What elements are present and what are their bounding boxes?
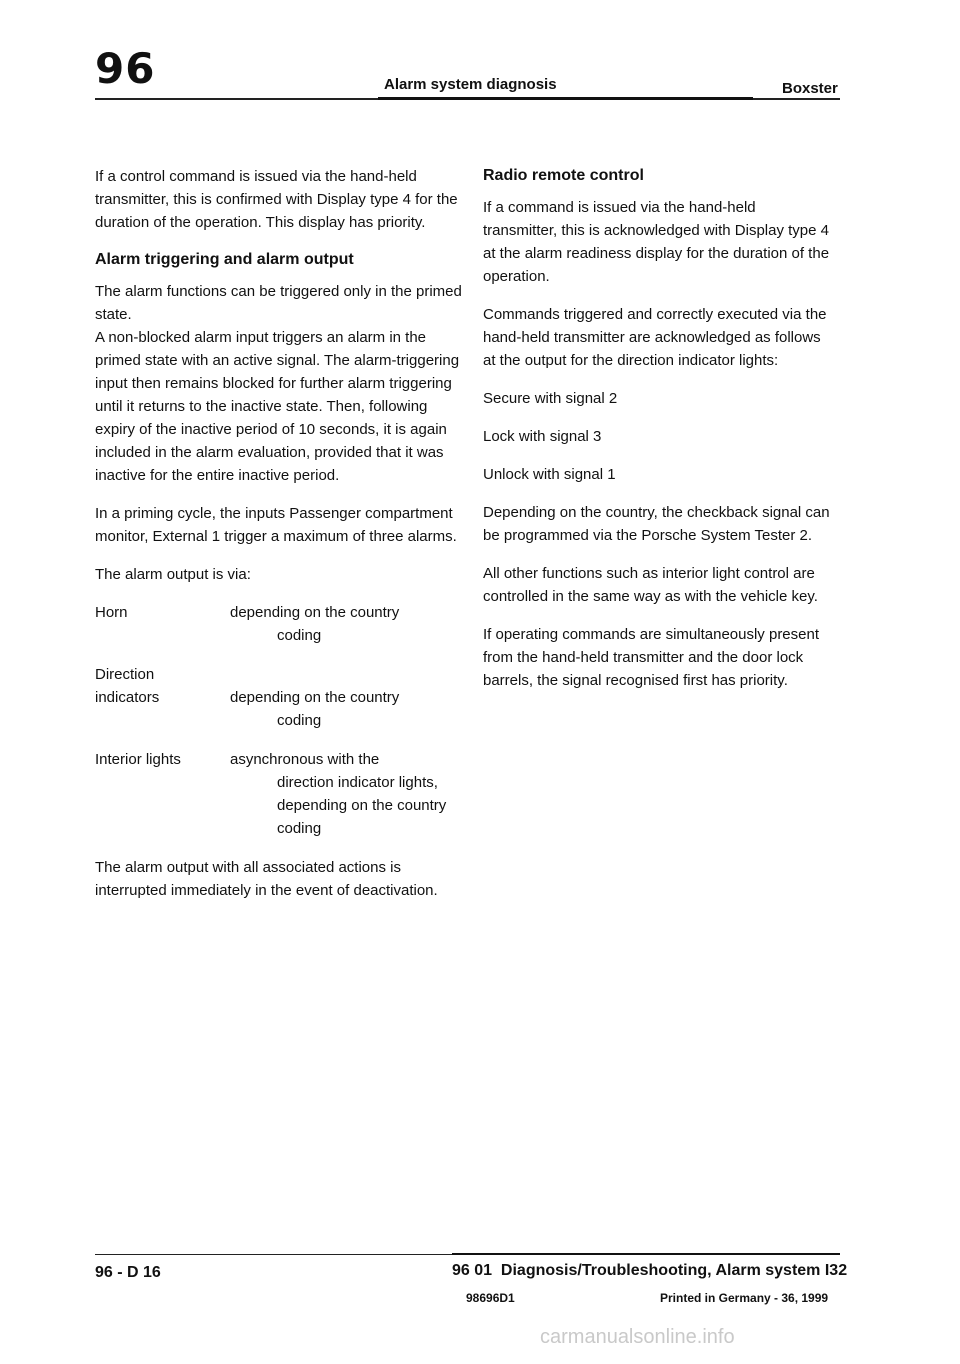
page-reference: 96 - D 16: [95, 1264, 161, 1281]
triggering-text-1: The alarm functions can be triggered only in the primed state.: [95, 283, 462, 323]
header-rule-accent: [378, 97, 753, 100]
document-code: 98696D1: [466, 1291, 515, 1305]
output-desc: [230, 748, 465, 840]
output-desc-line: coding: [277, 712, 322, 729]
output-via-paragraph: The alarm output is via:: [95, 566, 251, 583]
output-row-direction-indicators: [95, 663, 465, 732]
output-desc-line: asynchronous with the: [230, 751, 380, 768]
output-term-line: Direction: [95, 666, 155, 683]
output-desc-line: depending on the country: [277, 797, 447, 814]
output-desc-line: depending on the country: [230, 604, 400, 621]
radio-paragraph-2: Commands triggered and correctly executed via the hand-held transmitter are acknowledged as follows at the output for the direction indicator lights:: [483, 306, 827, 369]
simultaneous-paragraph: If operating commands are simultaneously present from the hand-held transmitter and the door lock barrels, the signal recognised first has priority.: [483, 626, 820, 689]
heading-radio-remote-control: Radio remote control: [483, 167, 644, 184]
unlock-signal: Unlock with signal 1: [483, 466, 616, 483]
lock-signal: Lock with signal 3: [483, 428, 602, 445]
output-desc-line: coding: [277, 627, 322, 644]
output-term: Interior lights: [95, 751, 181, 768]
output-desc-line: coding: [277, 820, 322, 837]
group-number: 96: [95, 44, 156, 93]
output-desc: [230, 601, 465, 647]
printed-note: Printed in Germany - 36, 1999: [660, 1291, 829, 1305]
output-desc: [230, 663, 465, 732]
output-term-line: indicators: [95, 689, 160, 706]
footer-rule-accent: [452, 1253, 840, 1255]
left-column: [95, 165, 465, 917]
output-desc-line: depending on the country: [230, 689, 400, 706]
model-name: Boxster: [782, 80, 838, 97]
checkback-paragraph: Depending on the country, the checkback signal can be programmed via the Porsche System Tester 2.: [483, 504, 830, 544]
priming-paragraph: In a priming cycle, the inputs Passenger compartment monitor, External 1 trigger a maximum of three alarms.: [95, 505, 457, 545]
output-row-horn: [95, 601, 465, 647]
triggering-paragraph: [95, 280, 465, 487]
watermark: carmanualsonline.info: [540, 1326, 735, 1348]
interrupt-paragraph: The alarm output with all associated actions is interrupted immediately in the event of deactivation.: [95, 859, 438, 899]
secure-signal: Secure with signal 2: [483, 390, 618, 407]
alarm-output-list: [95, 601, 465, 840]
heading-alarm-triggering: Alarm triggering and alarm output: [95, 251, 354, 268]
other-functions-paragraph: All other functions such as interior light control are controlled in the same way as with the vehicle key.: [483, 565, 818, 605]
radio-paragraph-1: If a command is issued via the hand-held transmitter, this is acknowledged with Display type 4 at the alarm readiness display for the duration of the operation.: [483, 199, 830, 285]
section-title: 96 01 Diagnosis/Troubleshooting, Alarm system I32: [452, 1262, 848, 1279]
right-column: [483, 165, 833, 707]
output-row-interior-lights: [95, 748, 465, 840]
intro-paragraph: If a control command is issued via the hand-held transmitter, this is confirmed with Display type 4 for the duration of the operation. This display has priority.: [95, 168, 458, 231]
page-title: Alarm system diagnosis: [384, 76, 557, 93]
output-desc-line: direction indicator lights,: [277, 774, 438, 791]
output-term: Horn: [95, 604, 128, 621]
triggering-text-2: A non-blocked alarm input triggers an alarm in the primed state with an active signal. The alarm-triggering input then remains blocked for further alarm triggering until it returns to the inactive state. Then, following expiry of the inactive period of 10 seconds, it is again included in the alarm evaluation, provided that it was inactive for the entire inactive period.: [95, 329, 460, 484]
output-term: [95, 663, 230, 732]
